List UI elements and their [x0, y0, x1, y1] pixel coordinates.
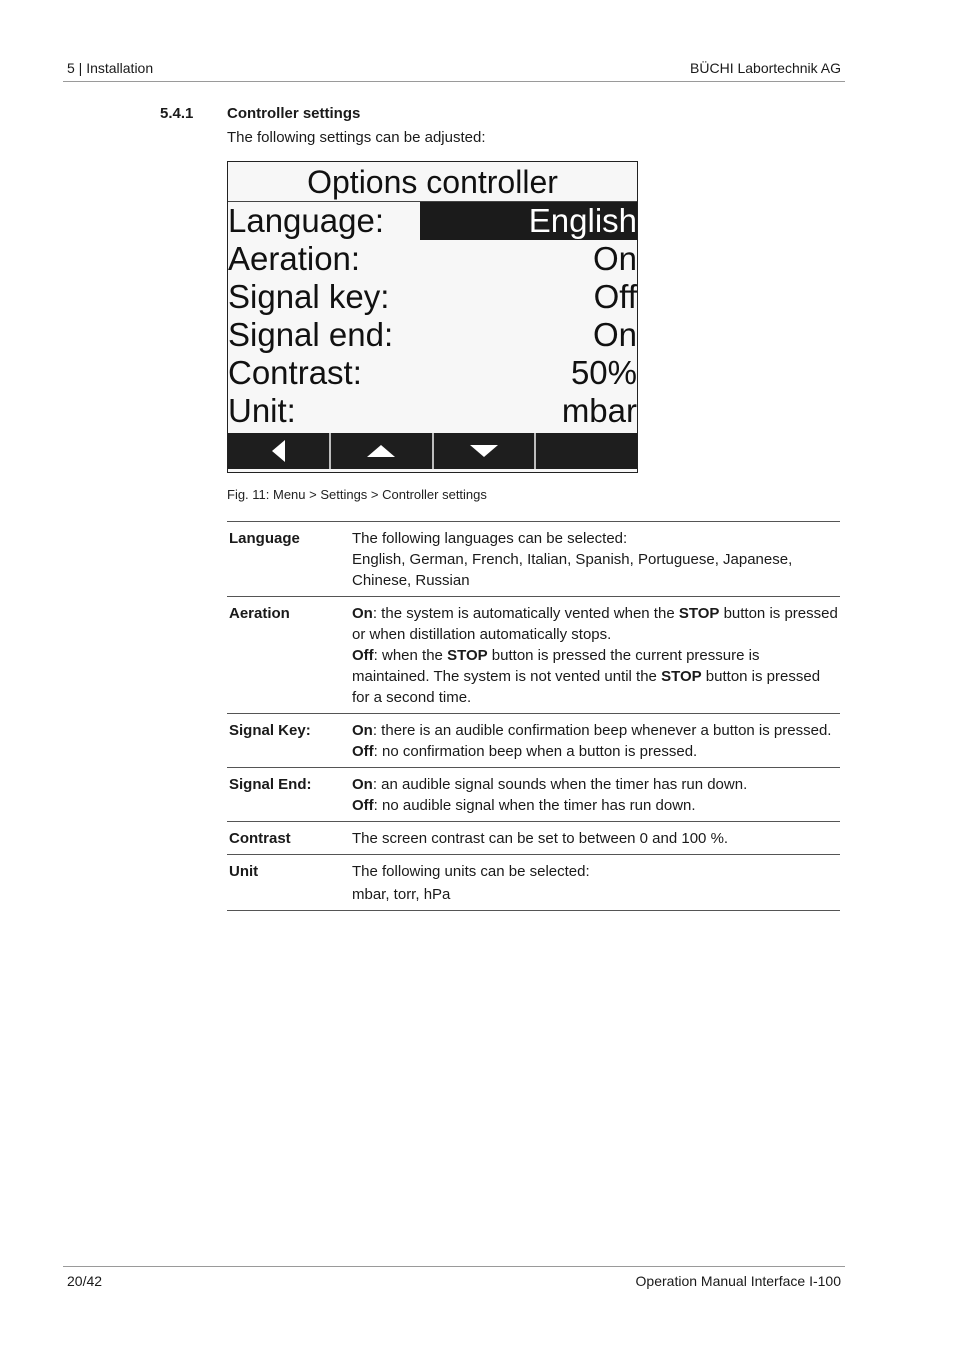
- row-text: English, German, French, Italian, Spanish, Portuguese, Japanese, Chinese, Russian: [352, 551, 793, 589]
- row-key: Contrast: [229, 830, 291, 847]
- header-chapter: 5 | Installation: [67, 60, 154, 76]
- screen-value: mbar: [561, 392, 637, 429]
- row-description: [352, 720, 840, 762]
- row-key: Language: [229, 530, 300, 547]
- screen-label: Aeration:: [228, 240, 361, 277]
- row-key: Signal End:: [229, 776, 312, 793]
- screen-value: On: [592, 316, 637, 353]
- softkey-blank[interactable]: [536, 433, 637, 469]
- section-title: Controller settings: [227, 105, 361, 122]
- table-row: [227, 768, 840, 822]
- screen-label: Signal end:: [228, 316, 394, 353]
- screen-value-selected: English: [420, 202, 637, 240]
- screen-row-unit: [228, 392, 637, 430]
- row-text: On: an audible signal sounds when the timer has run down.: [352, 776, 748, 793]
- up-arrow-icon: [367, 445, 395, 457]
- down-arrow-icon: [470, 445, 498, 457]
- row-text: The following units can be selected:: [352, 863, 590, 880]
- figure-caption: Fig. 11: Menu > Settings > Controller settings: [227, 487, 487, 502]
- settings-table: [227, 521, 840, 911]
- table-row: [227, 522, 840, 597]
- softkey-down[interactable]: [434, 433, 537, 469]
- row-description: [352, 828, 840, 849]
- softkey-back[interactable]: [228, 433, 331, 469]
- header-company: BÜCHI Labortechnik AG: [690, 60, 841, 76]
- row-description: [352, 774, 840, 816]
- row-text: On: there is an audible confirmation beep whenever a button is pressed.: [352, 722, 832, 739]
- screen-value: Off: [593, 278, 637, 315]
- footer-rule: [63, 1266, 845, 1267]
- row-text: The following languages can be selected:: [352, 530, 628, 547]
- section-intro: The following settings can be adjusted:: [227, 129, 486, 146]
- row-key: Unit: [229, 863, 259, 880]
- table-row: [227, 855, 840, 911]
- screen-row-contrast: [228, 354, 637, 392]
- screen-row-signal-key: [228, 278, 637, 316]
- row-key: Aeration: [229, 605, 290, 622]
- row-key: Signal Key:: [229, 722, 311, 739]
- row-description: [352, 603, 840, 708]
- page-number: 20/42: [67, 1273, 103, 1289]
- screen-title: Options controller: [307, 164, 558, 200]
- screen-value: 50%: [570, 354, 637, 391]
- table-row: [227, 822, 840, 855]
- footer-doc-title: Operation Manual Interface I-100: [635, 1273, 841, 1289]
- screen-label: Unit:: [228, 392, 296, 429]
- row-text: Off: no confirmation beep when a button is pressed.: [352, 743, 698, 760]
- header-rule: [63, 81, 845, 82]
- section-number: 5.4.1: [160, 105, 194, 122]
- row-description: [352, 528, 840, 591]
- left-arrow-icon: [272, 440, 285, 462]
- row-text: On: the system is automatically vented when the STOP button is pressed or when distillation automatically stops.: [352, 605, 838, 643]
- table-row: [227, 714, 840, 768]
- screen-value: On: [592, 240, 637, 277]
- table-row: [227, 597, 840, 714]
- row-text: Off: when the STOP button is pressed the current pressure is maintained. The system is not vented until the STOP button is pressed for a second time.: [352, 647, 821, 706]
- screen-row-aeration: [228, 240, 637, 278]
- row-description: [352, 861, 840, 905]
- row-text: The screen contrast can be set to between 0 and 100 %.: [352, 830, 729, 847]
- row-text: Off: no audible signal when the timer has run down.: [352, 797, 696, 814]
- screen-row-signal-end: [228, 316, 637, 354]
- screen-label: Signal key:: [228, 278, 390, 315]
- screen-softkey-bar: [228, 433, 637, 469]
- softkey-up[interactable]: [331, 433, 434, 469]
- controller-screen: [227, 161, 638, 473]
- screen-label: Language:: [228, 202, 384, 239]
- row-text: mbar, torr, hPa: [352, 886, 451, 903]
- screen-row-language: [228, 202, 637, 240]
- screen-label: Contrast:: [228, 354, 362, 391]
